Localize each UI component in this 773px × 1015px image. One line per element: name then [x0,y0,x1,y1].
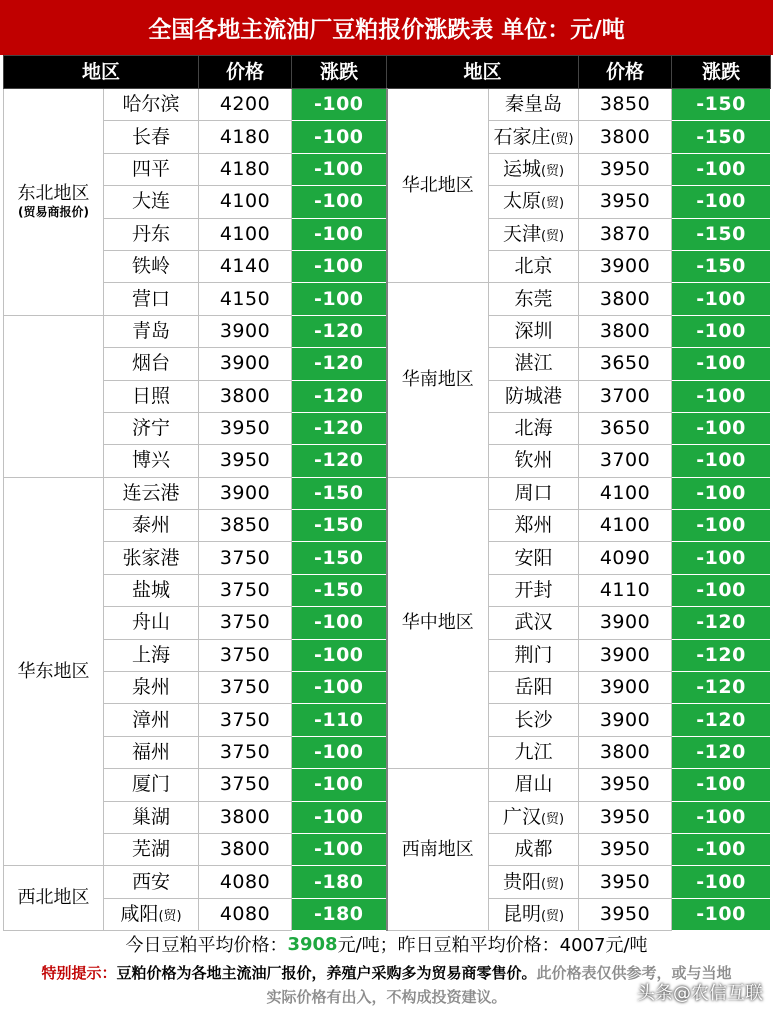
change-cell: -150 [672,121,771,153]
city-name: 芜湖 [132,838,171,861]
trader-tag: (贸) [540,908,565,924]
city-cell [489,639,579,671]
change-cell: -150 [292,510,387,542]
city-name: 四平 [132,157,171,180]
city-name: 北京 [514,255,553,278]
city-name: 深圳 [514,319,553,342]
city-name: 漳州 [132,708,171,731]
city-name: 贵阳 [502,870,541,893]
city-name: 巢湖 [132,805,171,828]
page-title: 全国各地主流油厂豆粕报价涨跌表 单位：元/吨 [0,0,773,55]
header-price-left: 价格 [199,56,292,89]
change-cell: -100 [292,250,387,282]
city-cell [489,477,579,509]
price-cell: 4180 [199,153,292,185]
price-cell: 4110 [579,574,672,606]
price-cell: 3800 [579,315,672,347]
trader-tag: (贸) [540,228,565,244]
city-cell [489,380,579,412]
table-row [4,769,771,801]
price-cell: 4150 [199,283,292,315]
header-change-right: 涨跌 [672,56,771,89]
city-cell [489,704,579,736]
change-cell: -100 [292,833,387,865]
price-cell: 3900 [579,639,672,671]
price-cell: 3800 [579,121,672,153]
city-cell [489,186,579,218]
city-name: 上海 [132,643,171,666]
price-cell: 3900 [579,704,672,736]
yesterday-average: 昨日豆粕平均价格：4007元/吨 [397,935,648,956]
table-row [4,89,771,121]
change-cell: -100 [672,866,771,898]
region-name: 西北地区 [17,887,90,909]
note-line-2: 实际价格有出入，不构成投资建议。 [266,988,507,1006]
change-cell: -150 [292,542,387,574]
price-cell: 3800 [579,283,672,315]
change-cell: -120 [292,348,387,380]
change-cell: -100 [672,510,771,542]
region-name: 华北地区 [401,174,474,196]
price-cell: 4100 [199,186,292,218]
city-cell [104,445,199,477]
city-name: 九江 [514,741,553,763]
city-name: 营口 [132,287,171,310]
header-region-right: 地区 [387,56,579,89]
city-cell [489,607,579,639]
change-cell: -100 [672,186,771,218]
city-cell [104,639,199,671]
change-cell: -100 [672,477,771,509]
price-cell: 3900 [199,477,292,509]
price-cell: 3870 [579,218,672,250]
today-average-label: 今日豆粕平均价格： [125,935,288,956]
city-cell [489,801,579,833]
change-cell: -150 [672,89,771,121]
city-name: 泉州 [132,676,171,699]
city-cell [489,866,579,898]
region-cell [387,283,489,477]
region-cell [387,477,489,769]
change-cell: -100 [292,121,387,153]
note-label: 特别提示： [41,964,117,982]
city-name: 岳阳 [514,676,553,699]
city-cell [489,672,579,704]
change-cell: -100 [672,833,771,865]
table-row [4,283,771,315]
city-name: 运城 [502,157,541,180]
city-name: 西安 [132,870,171,893]
city-name: 长春 [132,125,171,148]
city-name: 安阳 [514,546,553,569]
price-cell: 3900 [579,607,672,639]
city-cell [489,153,579,185]
region-cell [4,89,104,316]
trader-tag: (贸) [550,131,574,147]
region-name: 西南地区 [401,838,474,860]
change-cell: -180 [292,898,387,930]
price-cell: 4200 [199,89,292,121]
change-cell: -120 [672,639,771,671]
city-cell [489,736,579,768]
price-cell: 3750 [199,574,292,606]
price-cell: 4180 [199,121,292,153]
price-cell: 3750 [199,704,292,736]
region-name: 华东地区 [17,660,90,682]
change-cell: -100 [672,315,771,347]
city-cell [489,315,579,347]
city-name: 厦门 [132,773,171,796]
city-name: 福州 [132,741,171,763]
header-change-left: 涨跌 [292,56,387,89]
price-table [3,55,771,931]
change-cell: -120 [672,736,771,768]
city-cell [104,477,199,509]
trader-tag: (贸) [158,908,182,924]
price-cell: 3650 [579,412,672,444]
note-grey-text: 此价格表仅供参考，或与当地 [536,964,732,982]
city-name: 张家港 [122,546,180,569]
city-name: 成都 [514,838,553,861]
price-cell: 3800 [199,833,292,865]
change-cell: -150 [292,574,387,606]
city-name: 烟台 [132,352,171,375]
price-cell: 3850 [579,89,672,121]
change-cell: -100 [672,574,771,606]
city-name: 东莞 [514,287,553,310]
city-cell [104,380,199,412]
price-cell: 4100 [579,510,672,542]
table-row [4,477,771,509]
change-cell: -120 [672,704,771,736]
region-cell [4,315,104,477]
city-cell [489,769,579,801]
price-cell: 3950 [579,769,672,801]
change-cell: -120 [292,445,387,477]
city-name: 博兴 [132,449,171,472]
change-cell: -100 [292,218,387,250]
city-cell [104,510,199,542]
city-cell [489,898,579,930]
price-cell: 4100 [199,218,292,250]
note-main-text: 豆粕价格为各地主流油厂报价，养殖户采购多为贸易商零售价。 [116,964,537,982]
change-cell: -100 [292,89,387,121]
change-cell: -100 [672,542,771,574]
trader-tag: (贸) [540,163,565,179]
price-cell: 3950 [579,898,672,930]
city-name: 防城港 [505,384,563,407]
price-cell: 4080 [199,866,292,898]
city-cell [104,736,199,768]
watermark: 头条@农信互联 [637,983,763,1004]
table-header-row [4,56,771,89]
price-cell: 4080 [199,898,292,930]
city-cell [489,542,579,574]
change-cell: -100 [672,412,771,444]
city-cell [489,218,579,250]
city-name: 湛江 [514,352,553,375]
change-cell: -100 [672,769,771,801]
city-name: 舟山 [132,611,171,634]
price-cell: 4100 [579,477,672,509]
price-cell: 3750 [199,736,292,768]
price-cell: 3700 [579,445,672,477]
region-cell [387,89,489,283]
city-name: 天津 [502,222,541,245]
change-cell: -110 [292,704,387,736]
change-cell: -150 [672,218,771,250]
region-name: 东北地区 [17,183,90,205]
change-cell: -100 [292,607,387,639]
price-cell: 3800 [199,380,292,412]
region-cell [4,477,104,866]
city-cell [104,250,199,282]
city-name: 广汉 [502,805,541,828]
price-cell: 3900 [199,315,292,347]
today-average-value: 3908 [287,933,338,955]
city-cell [104,348,199,380]
city-name: 丹东 [132,222,171,245]
price-cell: 3750 [199,672,292,704]
change-cell: -100 [292,672,387,704]
change-cell: -100 [292,801,387,833]
city-cell [104,412,199,444]
city-name: 昆明 [502,902,541,925]
city-name: 盐城 [132,579,171,602]
price-cell: 3900 [199,348,292,380]
change-cell: -120 [292,380,387,412]
header-region-left: 地区 [4,56,199,89]
change-cell: -100 [292,153,387,185]
city-cell [104,607,199,639]
city-name: 荆门 [514,643,553,666]
region-cell [4,866,104,931]
city-cell [104,704,199,736]
change-cell: -100 [292,736,387,768]
city-cell [104,283,199,315]
price-cell: 3950 [579,186,672,218]
change-cell: -100 [672,380,771,412]
change-cell: -120 [672,672,771,704]
price-cell: 3950 [199,445,292,477]
change-cell: -100 [292,186,387,218]
city-name: 郑州 [514,514,553,537]
price-cell: 3650 [579,348,672,380]
change-cell: -180 [292,866,387,898]
city-cell [489,833,579,865]
city-name: 日照 [132,384,171,407]
price-cell: 3950 [579,153,672,185]
city-cell [104,121,199,153]
price-cell: 4090 [579,542,672,574]
price-cell: 3950 [199,412,292,444]
city-cell [104,153,199,185]
city-name: 北海 [514,417,553,440]
price-cell: 3700 [579,380,672,412]
city-name: 咸阳 [120,902,159,925]
city-name: 大连 [132,190,171,213]
change-cell: -100 [292,769,387,801]
city-cell [104,833,199,865]
city-cell [489,445,579,477]
today-average-unit: 元/吨； [337,935,398,956]
price-cell: 3800 [199,801,292,833]
city-name: 钦州 [514,449,553,472]
city-cell [104,574,199,606]
city-cell [489,412,579,444]
city-cell [489,574,579,606]
change-cell: -100 [672,898,771,930]
city-cell [489,283,579,315]
city-cell [104,769,199,801]
average-price-line [0,929,773,959]
price-cell: 3750 [199,769,292,801]
city-name: 济宁 [132,417,171,440]
city-name: 铁岭 [132,255,171,278]
city-cell [104,315,199,347]
city-cell [489,89,579,121]
price-cell: 3850 [199,510,292,542]
change-cell: -150 [672,250,771,282]
city-name: 开封 [514,579,553,602]
region-name: 华南地区 [401,369,474,391]
change-cell: -100 [672,445,771,477]
city-cell [489,510,579,542]
city-name: 眉山 [514,773,553,796]
city-cell [104,866,199,898]
change-cell: -100 [672,348,771,380]
change-cell: -100 [672,153,771,185]
price-cell: 3900 [579,250,672,282]
city-name: 长沙 [514,708,553,731]
city-name: 武汉 [514,611,553,634]
change-cell: -100 [672,801,771,833]
city-name: 秦皇岛 [505,93,563,116]
region-cell [387,769,489,931]
price-cell: 4140 [199,250,292,282]
change-cell: -120 [292,412,387,444]
price-cell: 3900 [579,672,672,704]
city-cell [489,121,579,153]
city-name: 青岛 [132,319,171,342]
trader-tag: (贸) [540,876,565,892]
price-cell: 3750 [199,607,292,639]
price-cell: 3750 [199,542,292,574]
city-cell [489,250,579,282]
city-name: 石家庄 [493,125,551,148]
change-cell: -150 [292,477,387,509]
city-name: 连云港 [122,481,180,504]
price-cell: 3950 [579,833,672,865]
change-cell: -120 [292,315,387,347]
price-cell: 3950 [579,866,672,898]
trader-tag: (贸) [540,811,565,827]
city-name: 太原 [502,190,541,213]
header-price-right: 价格 [579,56,672,89]
city-cell [104,672,199,704]
trader-tag: (贸) [540,196,565,212]
price-cell: 3750 [199,639,292,671]
city-cell [104,542,199,574]
price-cell: 3950 [579,801,672,833]
change-cell: -100 [292,639,387,671]
city-cell [104,89,199,121]
region-subtitle: (贸易商报价) [18,205,89,220]
region-name: 华中地区 [401,611,474,633]
city-name: 泰州 [132,514,171,537]
city-cell [104,801,199,833]
city-cell [104,898,199,930]
city-cell [489,348,579,380]
city-cell [104,218,199,250]
city-cell [104,186,199,218]
change-cell: -120 [672,607,771,639]
city-name: 周口 [514,481,553,504]
city-name: 哈尔滨 [122,93,180,116]
price-cell: 3800 [579,736,672,768]
change-cell: -100 [292,283,387,315]
change-cell: -100 [672,283,771,315]
